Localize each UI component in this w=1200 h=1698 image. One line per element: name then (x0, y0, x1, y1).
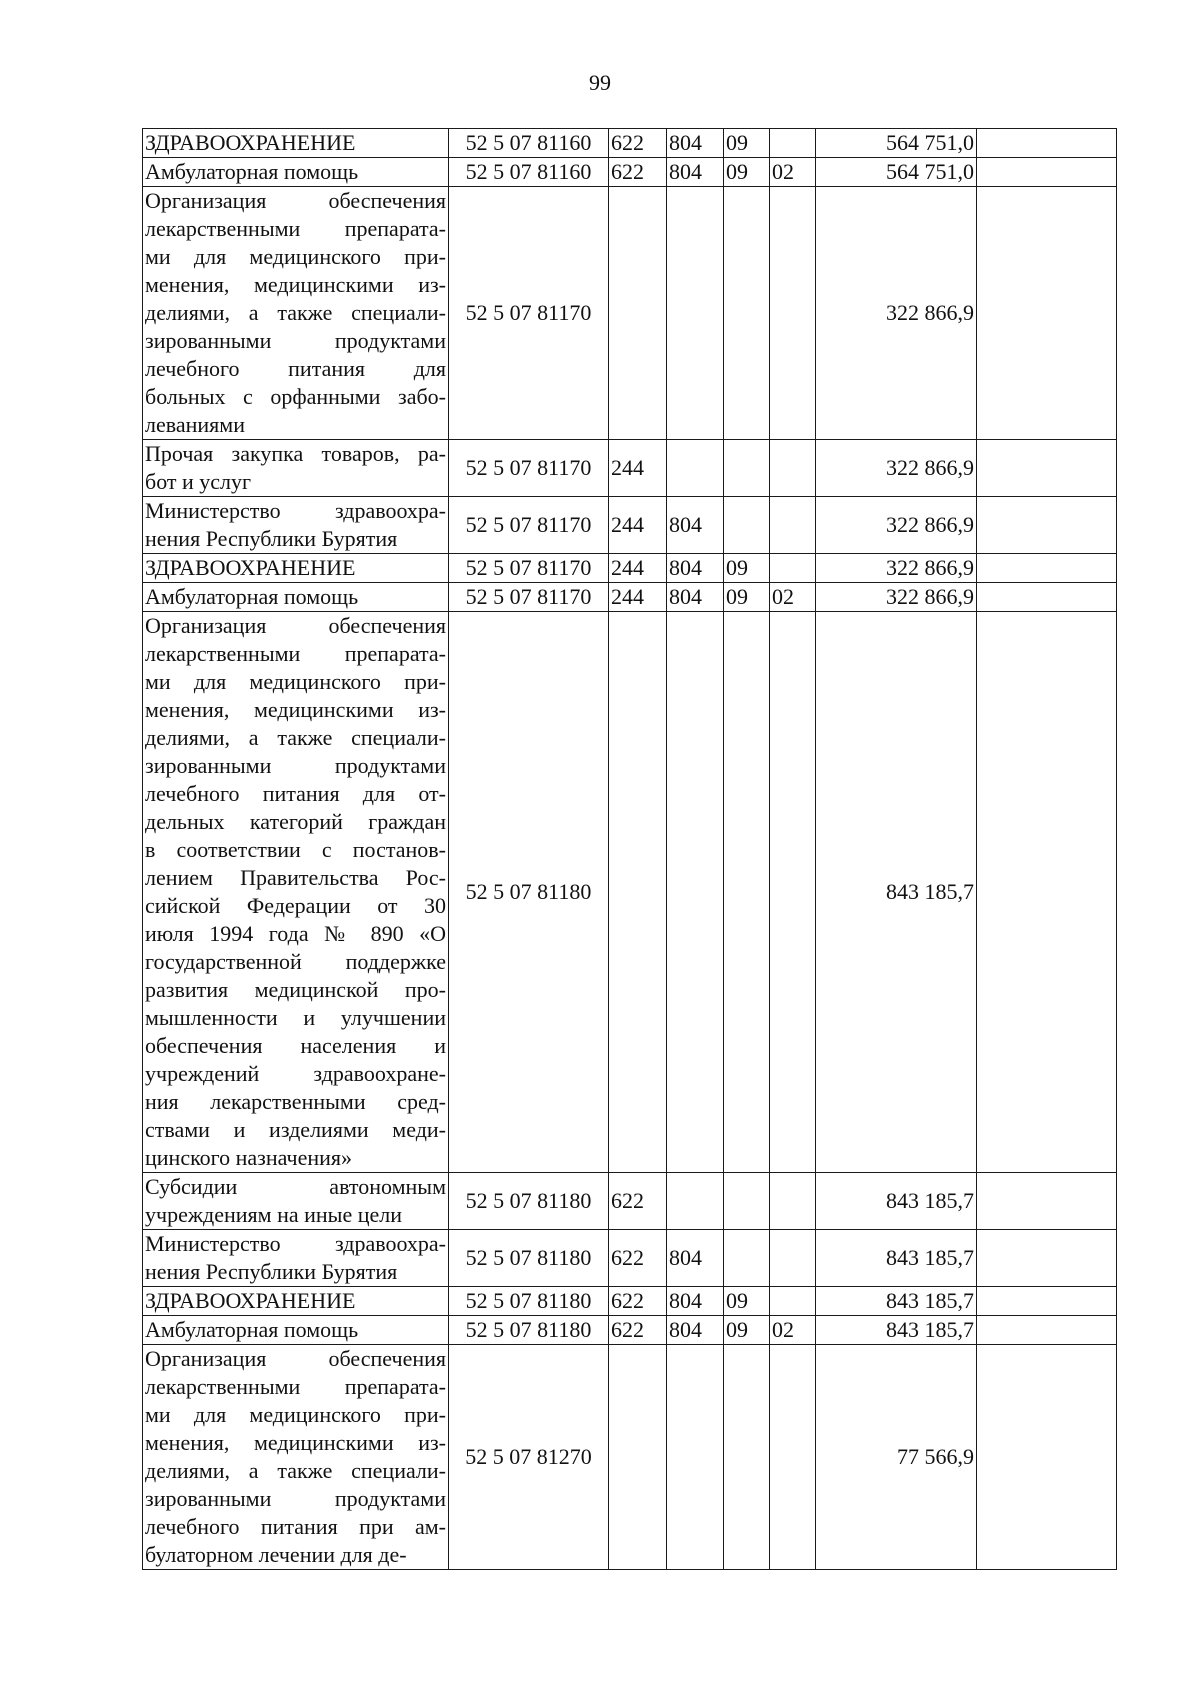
row-section (724, 497, 770, 554)
row-name-line: Организация обеспечения (145, 188, 446, 213)
row-section (724, 1230, 770, 1287)
row-amount: 322 866,9 (816, 554, 977, 583)
row-subsection (770, 612, 816, 1173)
row-section: 09 (724, 1287, 770, 1316)
row-ministry-code: 804 (667, 583, 724, 612)
table-row (143, 440, 1117, 497)
row-code: 52 5 07 81180 (449, 1173, 609, 1230)
table-row (143, 1173, 1117, 1230)
row-name-line: нения Республики Бурятия (145, 1259, 398, 1284)
row-ministry-code: 804 (667, 1287, 724, 1316)
row-amount: 322 866,9 (816, 497, 977, 554)
row-expense-type: 622 (609, 1287, 667, 1316)
table-row (143, 158, 1117, 187)
row-extra (977, 612, 1117, 1173)
row-code: 52 5 07 81170 (449, 440, 609, 497)
row-name-line: ния лекарственными сред- (145, 1089, 446, 1114)
row-name-line: делиями, а также специали- (145, 1458, 446, 1483)
row-extra (977, 1173, 1117, 1230)
row-name-line: сийской Федерации от 30 (145, 893, 446, 918)
row-name-line: в соответствии с постанов- (145, 837, 446, 862)
row-name-line: развития медицинской про- (145, 977, 446, 1002)
row-name (143, 1316, 449, 1345)
row-name-line: ми для медицинского при- (145, 669, 446, 694)
row-name-line: больных с орфанными забо- (145, 384, 446, 409)
row-expense-type (609, 1345, 667, 1570)
table-row (143, 497, 1117, 554)
row-name-line: менения, медицинскими из- (145, 1430, 446, 1455)
row-subsection (770, 554, 816, 583)
row-name-line: ЗДРАВООХРАНЕНИЕ (145, 555, 356, 580)
row-code: 52 5 07 81160 (449, 129, 609, 158)
row-amount: 843 185,7 (816, 1316, 977, 1345)
row-name-line: Амбулаторная помощь (145, 584, 359, 609)
row-name-line: Организация обеспечения (145, 1346, 446, 1371)
row-extra (977, 187, 1117, 440)
row-name-line: ствами и изделиями меди- (145, 1117, 446, 1142)
row-extra (977, 1230, 1117, 1287)
row-subsection: 02 (770, 158, 816, 187)
row-extra (977, 1345, 1117, 1570)
row-name-line: Министерство здравоохра- (145, 498, 446, 523)
row-name (143, 612, 449, 1173)
row-section: 09 (724, 1316, 770, 1345)
row-name-line: учреждениям на иные цели (145, 1202, 402, 1227)
row-ministry-code: 804 (667, 158, 724, 187)
row-name-line: булаторном лечении для де- (145, 1542, 407, 1567)
row-section: 09 (724, 554, 770, 583)
row-subsection (770, 497, 816, 554)
row-expense-type: 244 (609, 497, 667, 554)
row-code: 52 5 07 81160 (449, 158, 609, 187)
row-name (143, 1173, 449, 1230)
row-name-line: дельных категорий граждан (145, 809, 446, 834)
row-section: 09 (724, 158, 770, 187)
row-name (143, 554, 449, 583)
row-name-line: делиями, а также специали- (145, 300, 446, 325)
row-name (143, 187, 449, 440)
row-expense-type: 622 (609, 1230, 667, 1287)
table-row (143, 187, 1117, 440)
row-code: 52 5 07 81170 (449, 187, 609, 440)
row-extra (977, 497, 1117, 554)
row-name-line: лечебного питания для (145, 356, 446, 381)
row-name-line: Министерство здравоохра- (145, 1231, 446, 1256)
table-row (143, 612, 1117, 1173)
row-amount: 564 751,0 (816, 129, 977, 158)
row-section (724, 1173, 770, 1230)
row-amount: 322 866,9 (816, 187, 977, 440)
row-name-line: зированными продуктами (145, 328, 446, 353)
row-amount: 843 185,7 (816, 1287, 977, 1316)
table-row (143, 583, 1117, 612)
page-number: 99 (589, 70, 611, 95)
row-subsection (770, 1345, 816, 1570)
row-extra (977, 1287, 1117, 1316)
row-section: 09 (724, 129, 770, 158)
row-subsection (770, 187, 816, 440)
row-ministry-code (667, 187, 724, 440)
row-amount: 564 751,0 (816, 158, 977, 187)
row-amount: 843 185,7 (816, 612, 977, 1173)
row-name-line: учреждений здравоохране- (145, 1061, 446, 1086)
row-name-line: июля 1994 года № 890 «О (145, 921, 446, 946)
row-name-line: мышленности и улучшении (145, 1005, 446, 1030)
row-ministry-code (667, 612, 724, 1173)
row-expense-type: 244 (609, 440, 667, 497)
row-ministry-code: 804 (667, 497, 724, 554)
table-row (143, 554, 1117, 583)
row-name-line: ЗДРАВООХРАНЕНИЕ (145, 130, 356, 155)
row-name-line: Амбулаторная помощь (145, 159, 359, 184)
table-row (143, 1287, 1117, 1316)
row-extra (977, 583, 1117, 612)
row-name-line: Амбулаторная помощь (145, 1317, 359, 1342)
row-code: 52 5 07 81170 (449, 583, 609, 612)
row-name (143, 440, 449, 497)
row-name-line: лекарственными препарата- (145, 216, 446, 241)
row-extra (977, 554, 1117, 583)
row-ministry-code (667, 440, 724, 497)
row-ministry-code: 804 (667, 554, 724, 583)
row-name (143, 583, 449, 612)
row-subsection (770, 129, 816, 158)
row-extra (977, 440, 1117, 497)
row-name-line: обеспечения населения и (145, 1033, 446, 1058)
row-subsection (770, 1173, 816, 1230)
row-expense-type: 622 (609, 158, 667, 187)
row-name-line: леваниями (145, 412, 245, 437)
row-expense-type: 622 (609, 1316, 667, 1345)
row-ministry-code: 804 (667, 129, 724, 158)
row-expense-type: 622 (609, 1173, 667, 1230)
row-amount: 77 566,9 (816, 1345, 977, 1570)
row-amount: 843 185,7 (816, 1173, 977, 1230)
budget-table (142, 128, 1117, 1570)
row-name-line: зированными продуктами (145, 1486, 446, 1511)
row-extra (977, 129, 1117, 158)
row-amount: 322 866,9 (816, 583, 977, 612)
row-code: 52 5 07 81170 (449, 554, 609, 583)
row-amount: 843 185,7 (816, 1230, 977, 1287)
row-subsection (770, 1230, 816, 1287)
row-name-line: лекарственными препарата- (145, 641, 446, 666)
row-name-line: менения, медицинскими из- (145, 272, 446, 297)
row-name-line: делиями, а также специали- (145, 725, 446, 750)
row-ministry-code: 804 (667, 1230, 724, 1287)
row-name-line: Организация обеспечения (145, 613, 446, 638)
row-code: 52 5 07 81170 (449, 497, 609, 554)
row-name (143, 1345, 449, 1570)
row-name (143, 1230, 449, 1287)
row-name-line: лечебного питания для от- (145, 781, 446, 806)
table-row (143, 129, 1117, 158)
row-code: 52 5 07 81180 (449, 1287, 609, 1316)
row-code: 52 5 07 81180 (449, 612, 609, 1173)
row-name-line: ми для медицинского при- (145, 1402, 446, 1427)
row-name-line: цинского назначения» (145, 1145, 353, 1170)
row-subsection (770, 440, 816, 497)
row-amount: 322 866,9 (816, 440, 977, 497)
row-section (724, 440, 770, 497)
row-subsection: 02 (770, 583, 816, 612)
row-code: 52 5 07 81180 (449, 1230, 609, 1287)
row-ministry-code: 804 (667, 1316, 724, 1345)
row-name-line: бот и услуг (145, 469, 252, 494)
row-subsection (770, 1287, 816, 1316)
row-subsection: 02 (770, 1316, 816, 1345)
row-name-line: Субсидии автономным (145, 1174, 446, 1199)
row-name-line: нения Республики Бурятия (145, 526, 398, 551)
row-name-line: Прочая закупка товаров, ра- (145, 441, 446, 466)
row-expense-type: 244 (609, 554, 667, 583)
row-name-line: лением Правительства Рос- (145, 865, 446, 890)
table-row (143, 1316, 1117, 1345)
row-ministry-code (667, 1173, 724, 1230)
row-name (143, 158, 449, 187)
row-section: 09 (724, 583, 770, 612)
row-code: 52 5 07 81270 (449, 1345, 609, 1570)
row-name-line: ЗДРАВООХРАНЕНИЕ (145, 1288, 356, 1313)
row-section (724, 612, 770, 1173)
row-expense-type: 622 (609, 129, 667, 158)
row-name-line: лечебного питания при ам- (145, 1514, 446, 1539)
row-code: 52 5 07 81180 (449, 1316, 609, 1345)
row-name-line: лекарственными препарата- (145, 1374, 446, 1399)
row-section (724, 187, 770, 440)
table-row (143, 1230, 1117, 1287)
row-extra (977, 158, 1117, 187)
row-ministry-code (667, 1345, 724, 1570)
row-expense-type (609, 612, 667, 1173)
row-name-line: зированными продуктами (145, 753, 446, 778)
row-expense-type: 244 (609, 583, 667, 612)
row-name-line: государственной поддержке (145, 949, 446, 974)
table-row (143, 1345, 1117, 1570)
row-name (143, 129, 449, 158)
row-section (724, 1345, 770, 1570)
row-name (143, 1287, 449, 1316)
row-name-line: ми для медицинского при- (145, 244, 446, 269)
row-name-line: менения, медицинскими из- (145, 697, 446, 722)
row-name (143, 497, 449, 554)
row-expense-type (609, 187, 667, 440)
row-extra (977, 1316, 1117, 1345)
